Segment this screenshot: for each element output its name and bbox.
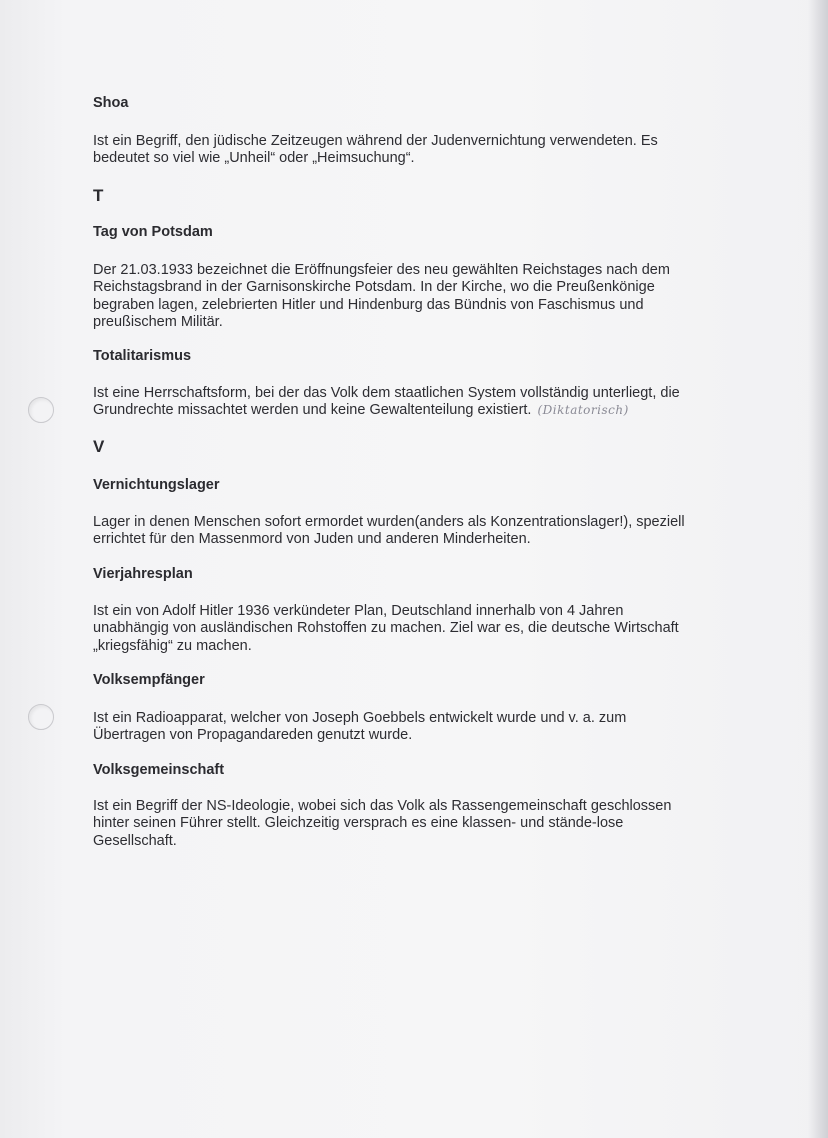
text-line: errichtet für den Massenmord von Juden und anderen Minderheiten. (93, 531, 531, 548)
text-line: Ist ein Radioapparat, welcher von Joseph Goebbels entwickelt wurde und v. a. zum (93, 710, 627, 726)
text-line: Gesellschaft. (93, 832, 177, 849)
text-line: Übertragen von Propagandareden genutzt wurde. (93, 727, 413, 744)
entry-text-totalitarismus (93, 385, 733, 420)
text-line: Ist ein Begriff der NS-Ideologie, wobei sich das Volk als Rassengemeinschaft geschlossen (93, 798, 672, 814)
entry-title-tag-von-potsdam: Tag von Potsdam (93, 224, 213, 240)
text-line: unabhängig von ausländischen Rohstoffen zu machen. Ziel war es, die deutsche Wirtschaft (93, 620, 679, 637)
text-line: preußischem Militär. (93, 313, 223, 330)
entry-title-volksempfaenger: Volksempfänger (93, 672, 205, 688)
text-line-part: Grundrechte missachtet werden und keine Gewaltenteilung existiert. (93, 402, 532, 419)
text-line: begraben lagen, zelebrierten Hitler und Hindenburg das Bündnis von Faschismus und (93, 296, 644, 313)
punch-hole-lower (28, 704, 54, 730)
entry-title-volksgemeinschaft: Volksgemeinschaft (93, 762, 225, 778)
punch-hole-upper (28, 397, 54, 423)
entry-text-vernichtungslager (93, 514, 723, 549)
text-line: „kriegsfähig“ zu machen. (93, 637, 252, 654)
text-line: hinter seinen Führer stellt. Gleichzeitig versprach es eine klassen- und stände-lose (93, 815, 624, 832)
text-line: Reichstagsbrand in der Garnisonskirche Potsdam. In der Kirche, wo die Preußenkönige (93, 279, 655, 296)
section-letter-t: T (93, 186, 104, 205)
entry-title-vernichtungslager: Vernichtungslager (93, 477, 220, 493)
entry-text-vierjahresplan (93, 603, 723, 655)
text-line: Der 21.03.1933 bezeichnet die Eröffnungsfeier des neu gewählten Reichstages nach dem (93, 262, 670, 278)
entry-text-volksempfaenger (93, 710, 723, 745)
text-line: Ist ein von Adolf Hitler 1936 verkündeter Plan, Deutschland innerhalb von 4 Jahren (93, 603, 624, 619)
text-line: Lager in denen Menschen sofort ermordet wurden(anders als Konzentrationslager!), speziell (93, 514, 685, 530)
text-line: bedeutet so viel wie „Unheil“ oder „Heimsuchung“. (93, 150, 415, 167)
entry-title-shoa: Shoa (93, 95, 129, 111)
entry-title-vierjahresplan: Vierjahresplan (93, 566, 193, 582)
page-edge (808, 0, 828, 1138)
text-line (93, 402, 733, 419)
entry-text-tag-von-potsdam (93, 262, 723, 331)
entry-text-shoa (93, 133, 723, 168)
text-line: Ist eine Herrschaftsform, bei der das Volk dem staatlichen System vollständig unterliegt, die (93, 385, 680, 401)
section-letter-v: V (93, 437, 105, 456)
entry-title-totalitarismus: Totalitarismus (93, 348, 192, 364)
handwritten-note: (Diktatorisch) (537, 403, 629, 418)
text-line: Ist ein Begriff, den jüdische Zeitzeugen während der Judenvernichtung verwendeten. Es (93, 133, 658, 149)
entry-text-volksgemeinschaft (93, 798, 723, 850)
